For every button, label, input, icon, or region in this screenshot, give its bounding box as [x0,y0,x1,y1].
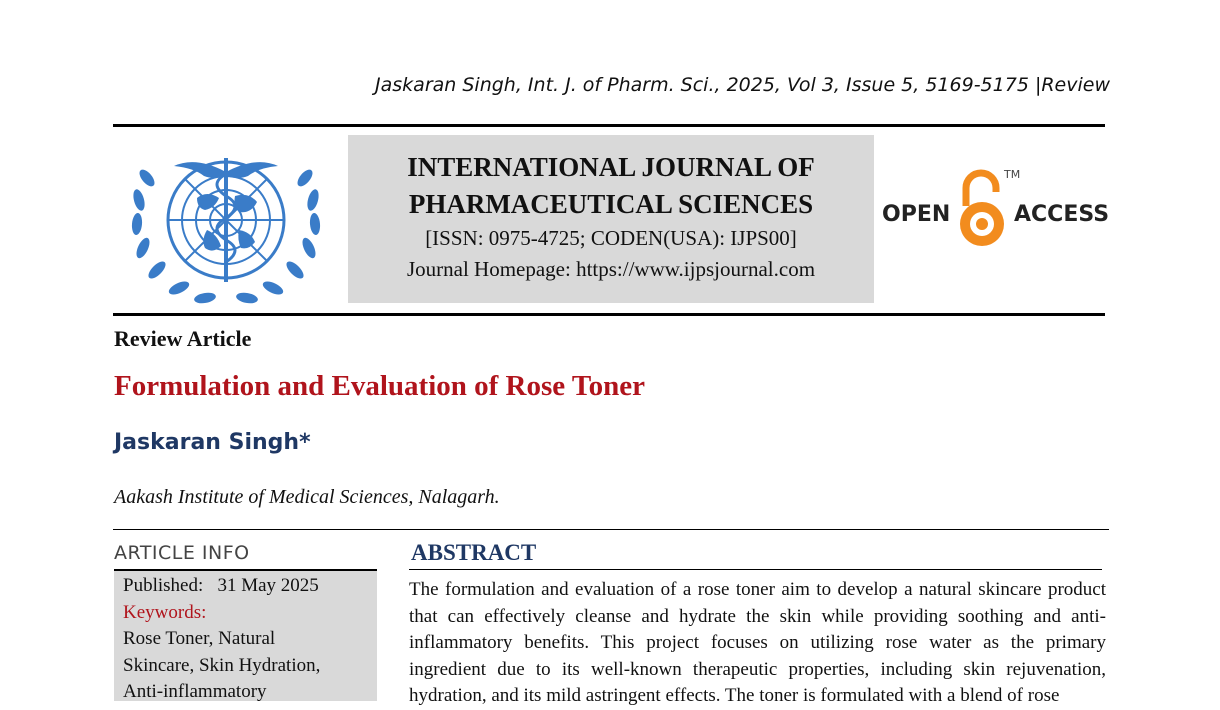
keywords-label: Keywords: [123,601,207,623]
open-access-word-access: ACCESS [1014,202,1110,227]
open-access-logo [880,164,1110,256]
published-label: Published: [123,575,204,596]
article-info-heading: ARTICLE INFO [114,542,250,564]
running-header-citation: Jaskaran Singh, Int. J. of Pharm. Sci., 2025, Vol 3, Issue 5, 5169-5175 |Review [375,74,1110,96]
abstract-rule [409,569,1102,570]
section-divider [113,529,1109,530]
journal-title-line2: PHARMACEUTICAL SCIENCES [408,189,814,219]
header-bottom-rule [113,313,1105,316]
open-access-word-open: OPEN [882,202,951,227]
article-info-box [114,571,377,701]
published-date: 31 May 2025 [217,575,319,596]
header-top-rule [113,124,1105,127]
published-row [123,573,377,600]
keywords-text: Rose Toner, Natural Skincare, Skin Hydration, Anti-inflammatory [123,628,321,702]
journal-emblem-icon [127,138,325,308]
journal-homepage: Journal Homepage: https://www.ijpsjournal.com [406,257,816,281]
journal-issn: [ISSN: 0975-4725; CODEN(USA): IJPS00] [425,226,797,250]
abstract-heading: ABSTRACT [411,540,537,565]
journal-masthead [348,135,874,303]
author-affiliation: Aakash Institute of Medical Sciences, Nalagarh. [114,486,500,508]
open-access-lock-icon [954,166,1010,252]
open-access-trademark: TM [1004,168,1021,181]
journal-title-line1: INTERNATIONAL JOURNAL OF [407,152,815,182]
article-author: Jaskaran Singh* [114,430,311,455]
abstract-text: The formulation and evaluation of a rose toner aim to develop a natural skincare product that can effectively cleanse and hydrate the skin while providing soothing and anti-inflammatory benefits. This project focuses on utilizing rose water as the primary ingredient due to its well-known therapeutic properties, including skin rejuvenation, hydration, and its mild astringent effects. The toner is formulated with a blend of rose [409,579,1106,706]
article-title: Formulation and Evaluation of Rose Toner [114,370,645,402]
article-type: Review Article [114,326,252,351]
